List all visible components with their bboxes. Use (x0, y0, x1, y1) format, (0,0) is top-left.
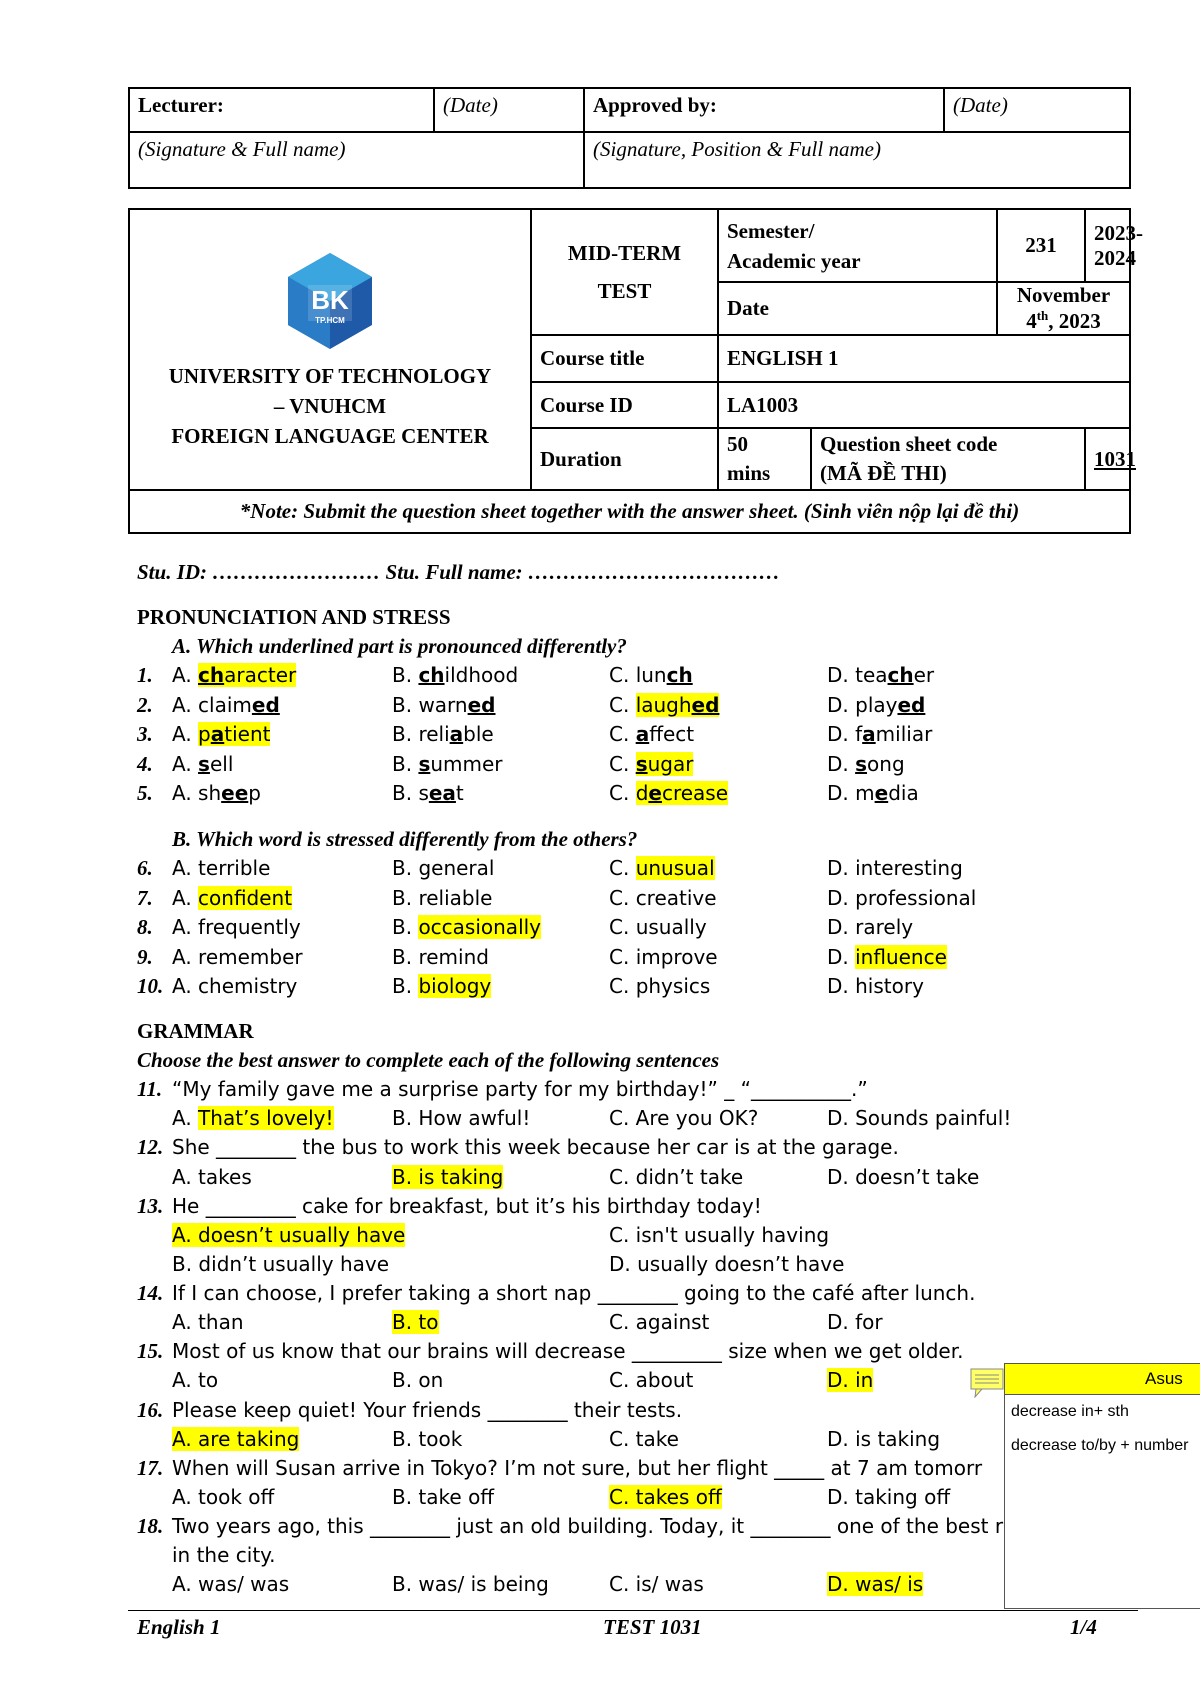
q11-option-a: A. That’s lovely! (172, 1106, 334, 1130)
q15-option-b: B. on (392, 1368, 444, 1392)
q8-option-a: A. frequently (172, 915, 301, 939)
footer-course: English 1 (137, 1615, 221, 1639)
q9-option-a: A. remember (172, 944, 303, 969)
q18-text-cont: in the city. (172, 1543, 276, 1567)
q9-option-b: B. remind (392, 944, 489, 969)
semester-value: 231 (997, 209, 1085, 282)
svg-text:BK: BK (311, 284, 349, 315)
q1-option-a: A. character (172, 663, 297, 687)
student-info-line: Stu. ID: …………………… Stu. Full name: ……………………………… (137, 560, 780, 584)
q3-option-c: C. affect (609, 722, 695, 746)
q2-number: 2. (137, 692, 153, 717)
q5-number: 5. (137, 781, 153, 805)
q6-option-c: C. unusual (609, 856, 715, 880)
q9-option-c: C. improve (609, 944, 718, 969)
q11-option-d: D. Sounds painful! (827, 1106, 1012, 1130)
university-name-1: UNIVERSITY OF TECHNOLOGY (168, 363, 492, 388)
center-name: FOREIGN LANGUAGE CENTER (171, 423, 489, 448)
course-id: LA1003 (718, 382, 1130, 428)
q5-option-c: C. decrease (609, 781, 729, 805)
q4-option-b: B. summer (392, 751, 503, 776)
q16-option-d: D. is taking (827, 1427, 941, 1451)
q17-option-b: B. take off (392, 1485, 495, 1509)
q17-option-d: D. taking off (827, 1485, 951, 1509)
duration-label: Duration (531, 428, 718, 490)
semester-label: Semester/ Academic year (718, 209, 997, 282)
q7-option-a: A. confident (172, 885, 293, 910)
q15-text: Most of us know that our brains will decrease _________ size when we get older. (172, 1339, 964, 1363)
q18-option-d: D. was/ is (827, 1572, 924, 1596)
lecturer-date: (Date) (434, 88, 584, 132)
q12-text: She ________ the bus to work this week because her car is at the garage. (172, 1135, 899, 1159)
q17-number: 17. (137, 1456, 164, 1480)
q4-option-a: A. sell (172, 751, 234, 776)
part-b-instruction: B. Which word is stressed differently from the others? (172, 827, 638, 851)
q7-number: 7. (137, 885, 153, 910)
q16-number: 16. (137, 1398, 164, 1422)
q10-option-c: C. physics (609, 974, 711, 998)
footer-page: 1/4 (1070, 1615, 1097, 1639)
q4-option-d: D. song (827, 751, 905, 776)
q18-text: Two years ago, this ________ just an old building. Today, it ________ one of the best r (172, 1514, 1004, 1538)
q10-option-a: A. chemistry (172, 974, 298, 998)
q3-option-d: D. familiar (827, 722, 933, 746)
q14-option-d: D. for (827, 1310, 883, 1334)
q10-option-b: B. biology (392, 974, 492, 998)
q18-option-b: B. was/ is being (392, 1572, 549, 1596)
course-title-label: Course title (531, 335, 718, 382)
q16-option-c: C. take (609, 1427, 679, 1451)
q13-option-d: D. usually doesn’t have (609, 1252, 845, 1276)
q2-option-b: B. warned (392, 692, 496, 717)
q15-number: 15. (137, 1339, 164, 1363)
q7-option-c: C. creative (609, 885, 717, 910)
q11-text: “My family gave me a surprise party for my birthday!” _ “__________.” (172, 1077, 868, 1101)
comment-icon[interactable] (970, 1368, 1004, 1398)
q2-option-c: C. laughed (609, 692, 720, 717)
grammar-instruction: Choose the best answer to complete each of the following sentences (137, 1048, 720, 1072)
q15-option-a: A. to (172, 1368, 219, 1392)
q16-option-b: B. took (392, 1427, 463, 1451)
part-a-instruction: A. Which underlined part is pronounced differently? (172, 634, 627, 658)
comment-line-1: decrease in+ sth (1011, 1403, 1129, 1420)
q2-option-a: A. claimed (172, 692, 280, 717)
svg-text:TP.HCM: TP.HCM (315, 315, 345, 325)
q13-text: He _________ cake for breakfast, but it’s his birthday today! (172, 1194, 762, 1218)
q8-option-c: C. usually (609, 915, 707, 939)
test-title: MID-TERM TEST (531, 209, 718, 335)
q17-text: When will Susan arrive in Tokyo? I’m not sure, but her flight _____ at 7 am tomorr (172, 1456, 983, 1480)
university-name-2: – VNUHCM (273, 393, 387, 418)
q3-number: 3. (137, 722, 153, 746)
q8-option-b: B. occasionally (392, 915, 542, 939)
lecturer-label: Lecturer: (129, 88, 434, 132)
q11-option-c: C. Are you OK? (609, 1106, 759, 1130)
q8-option-d: D. rarely (827, 915, 914, 939)
q5-option-d: D. media (827, 781, 919, 805)
q15-option-d: D. in (827, 1368, 874, 1392)
q1-option-d: D. teacher (827, 663, 935, 687)
q14-option-a: A. than (172, 1310, 244, 1334)
q12-option-a: A. takes (172, 1165, 252, 1189)
q12-number: 12. (137, 1135, 164, 1159)
q5-option-b: B. seat (392, 781, 464, 805)
q14-number: 14. (137, 1281, 164, 1305)
q6-number: 6. (137, 856, 153, 880)
q17-option-c: C. takes off (609, 1485, 722, 1509)
q17-option-a: A. took off (172, 1485, 275, 1509)
signature-table (128, 87, 1131, 189)
q4-option-c: C. sugar (609, 751, 694, 776)
q3-option-b: B. reliable (392, 722, 494, 746)
q16-option-a: A. are taking (172, 1427, 300, 1451)
footer-test-code: TEST 1031 (603, 1615, 702, 1639)
university-block (129, 209, 531, 490)
q5-option-a: A. sheep (172, 781, 261, 805)
exam-date: November 4th, 2023 (997, 282, 1130, 335)
q6-option-a: A. terrible (172, 856, 271, 880)
q1-number: 1. (137, 663, 153, 687)
approver-signature: (Signature, Position & Full name) (584, 132, 1130, 188)
duration-value: 50 mins (718, 428, 811, 490)
q16-text: Please keep quiet! Your friends ________ their tests. (172, 1398, 683, 1422)
q1-option-b: B. childhood (392, 663, 519, 687)
submission-note: *Note: Submit the question sheet together with the answer sheet. (Sinh viên nộp lại đề thi) (129, 490, 1130, 533)
q14-text: If I can choose, I prefer taking a short nap ________ going to the café after lunch. (172, 1281, 976, 1305)
comment-line-2: decrease to/by + number (1011, 1437, 1189, 1454)
q13-option-a: A. doesn’t usually have (172, 1223, 406, 1247)
q10-number: 10. (137, 974, 164, 998)
q3-option-a: A. patient (172, 722, 271, 746)
q12-option-d: D. doesn’t take (827, 1165, 980, 1189)
section-pronunciation-title: PRONUNCIATION AND STRESS (137, 605, 451, 629)
approved-label: Approved by: (584, 88, 944, 132)
question-sheet-code: 1031 (1085, 428, 1130, 490)
q15-option-c: C. about (609, 1368, 694, 1392)
q13-number: 13. (137, 1194, 164, 1218)
q1-option-c: C. lunch (609, 663, 693, 687)
q7-option-b: B. reliable (392, 885, 493, 910)
comment-author: Asus (1005, 1364, 1200, 1395)
q13-option-b: B. didn’t usually have (172, 1252, 390, 1276)
q9-option-d: D. influence (827, 944, 947, 969)
q18-option-c: C. is/ was (609, 1572, 704, 1596)
approved-date: (Date) (944, 88, 1130, 132)
q6-option-b: B. general (392, 856, 495, 880)
university-logo (278, 249, 382, 353)
lecturer-signature: (Signature & Full name) (129, 132, 584, 188)
q10-option-d: D. history (827, 974, 924, 998)
q11-number: 11. (137, 1077, 163, 1101)
q11-option-b: B. How awful! (392, 1106, 531, 1130)
q14-option-c: C. against (609, 1310, 710, 1334)
date-label: Date (718, 282, 997, 335)
q18-number: 18. (137, 1514, 164, 1538)
exam-info-table (128, 208, 1143, 534)
q12-option-b: B. is taking (392, 1165, 504, 1189)
comment-panel[interactable] (1004, 1363, 1200, 1609)
q2-option-d: D. played (827, 692, 926, 717)
course-id-label: Course ID (531, 382, 718, 428)
footer-divider (128, 1610, 1138, 1611)
q13-option-c: C. isn't usually having (609, 1223, 830, 1247)
q4-number: 4. (137, 751, 153, 776)
q7-option-d: D. professional (827, 885, 977, 910)
q9-number: 9. (137, 944, 153, 969)
q12-option-c: C. didn’t take (609, 1165, 744, 1189)
academic-year: 2023-2024 (1085, 209, 1130, 282)
code-label: Question sheet code (MÃ ĐỀ THI) (811, 428, 1085, 490)
course-title: ENGLISH 1 (718, 335, 1130, 382)
q14-option-b: B. to (392, 1310, 439, 1334)
q8-number: 8. (137, 915, 153, 939)
section-grammar-title: GRAMMAR (137, 1019, 254, 1043)
q6-option-d: D. interesting (827, 856, 963, 880)
q18-option-a: A. was/ was (172, 1572, 290, 1596)
